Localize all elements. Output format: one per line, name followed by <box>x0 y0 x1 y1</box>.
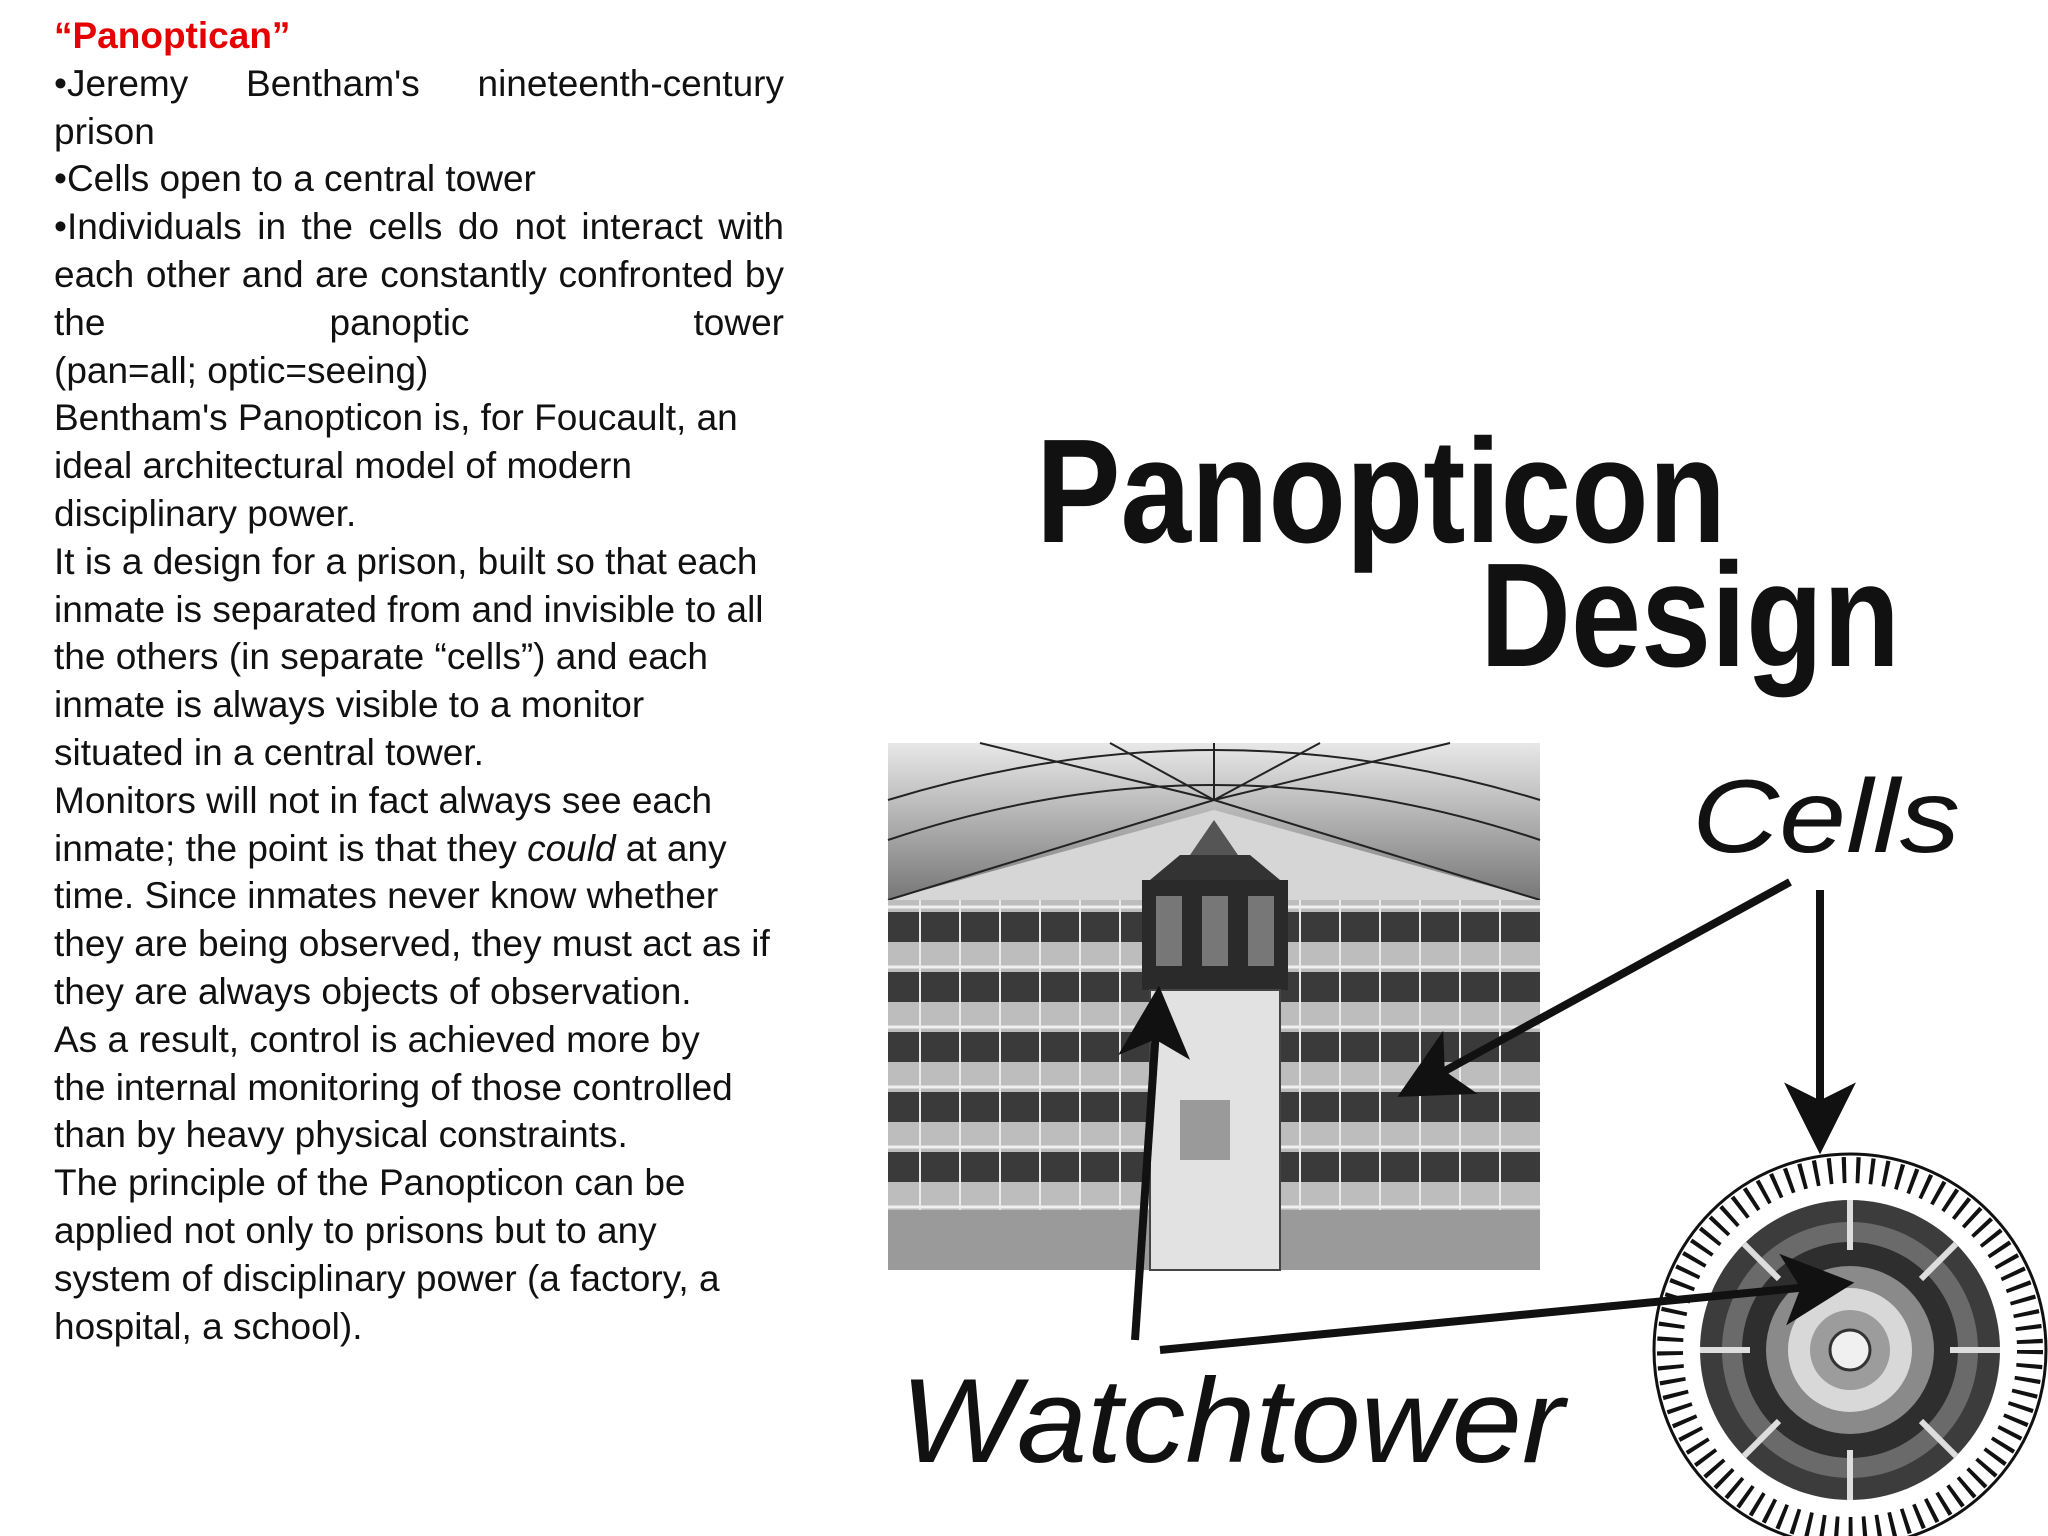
bullet-individuals <box>54 203 784 346</box>
label-cells: Cells <box>1692 759 1960 875</box>
bullet-individuals-definition: (pan=all; optic=seeing) <box>54 349 429 391</box>
bullet-bentham-prison-cont: prison <box>54 110 155 152</box>
panopticon-photo <box>888 743 1540 1270</box>
bullet-cells-open: •Cells open to a central tower <box>54 158 536 200</box>
paragraph-foucault-model: Bentham's Panopticon is, for Foucault, an ideal architectural model of modern disciplinary power. <box>54 397 738 534</box>
panopticon-plan-diagram <box>1654 1154 2046 1536</box>
paragraph-monitors-end: at any time. Since inmates never know whether they are being observed, they must act as if they are always objects of observation. <box>54 827 770 1012</box>
paragraph-control: As a result, control is achieved more by the internal monitoring of those controlled than by heavy physical constraints. <box>54 1018 733 1156</box>
panopticon-figure <box>880 400 2048 1536</box>
paragraph-monitors-emphasis: could <box>527 827 616 869</box>
text-column <box>54 12 784 1350</box>
panopticon-diagram <box>880 400 2048 1536</box>
figure-heading-design: Design <box>1480 533 1900 698</box>
bullet-individuals-text: •Individuals in the cells do not interact with each other and are constantly confronted by the panoptic tower <box>54 206 784 343</box>
label-watchtower: Watchtower <box>900 1354 1569 1488</box>
central-tower <box>1142 820 1288 1270</box>
figure-heading-panopticon: Panopticon <box>1036 409 1726 574</box>
paragraph-prison-design: It is a design for a prison, built so that each inmate is separated from and invisible to all the others (in separate “cells”) and each inmate is always visible to a monitor situated in a central tower. <box>54 540 764 773</box>
paragraph-monitors-start: Monitors will not in fact always see each inmate; the point is that they <box>54 779 713 869</box>
slide-title: “Panoptican” <box>54 15 291 56</box>
paragraph-monitors <box>54 777 782 1016</box>
paragraph-principle: The principle of the Panopticon can be applied not only to prisons but to any system of disciplinary power (a factory, a hospital, a school). <box>54 1162 720 1347</box>
bullet-bentham-prison: •Jeremy Bentham's nineteenth-century <box>54 62 784 104</box>
